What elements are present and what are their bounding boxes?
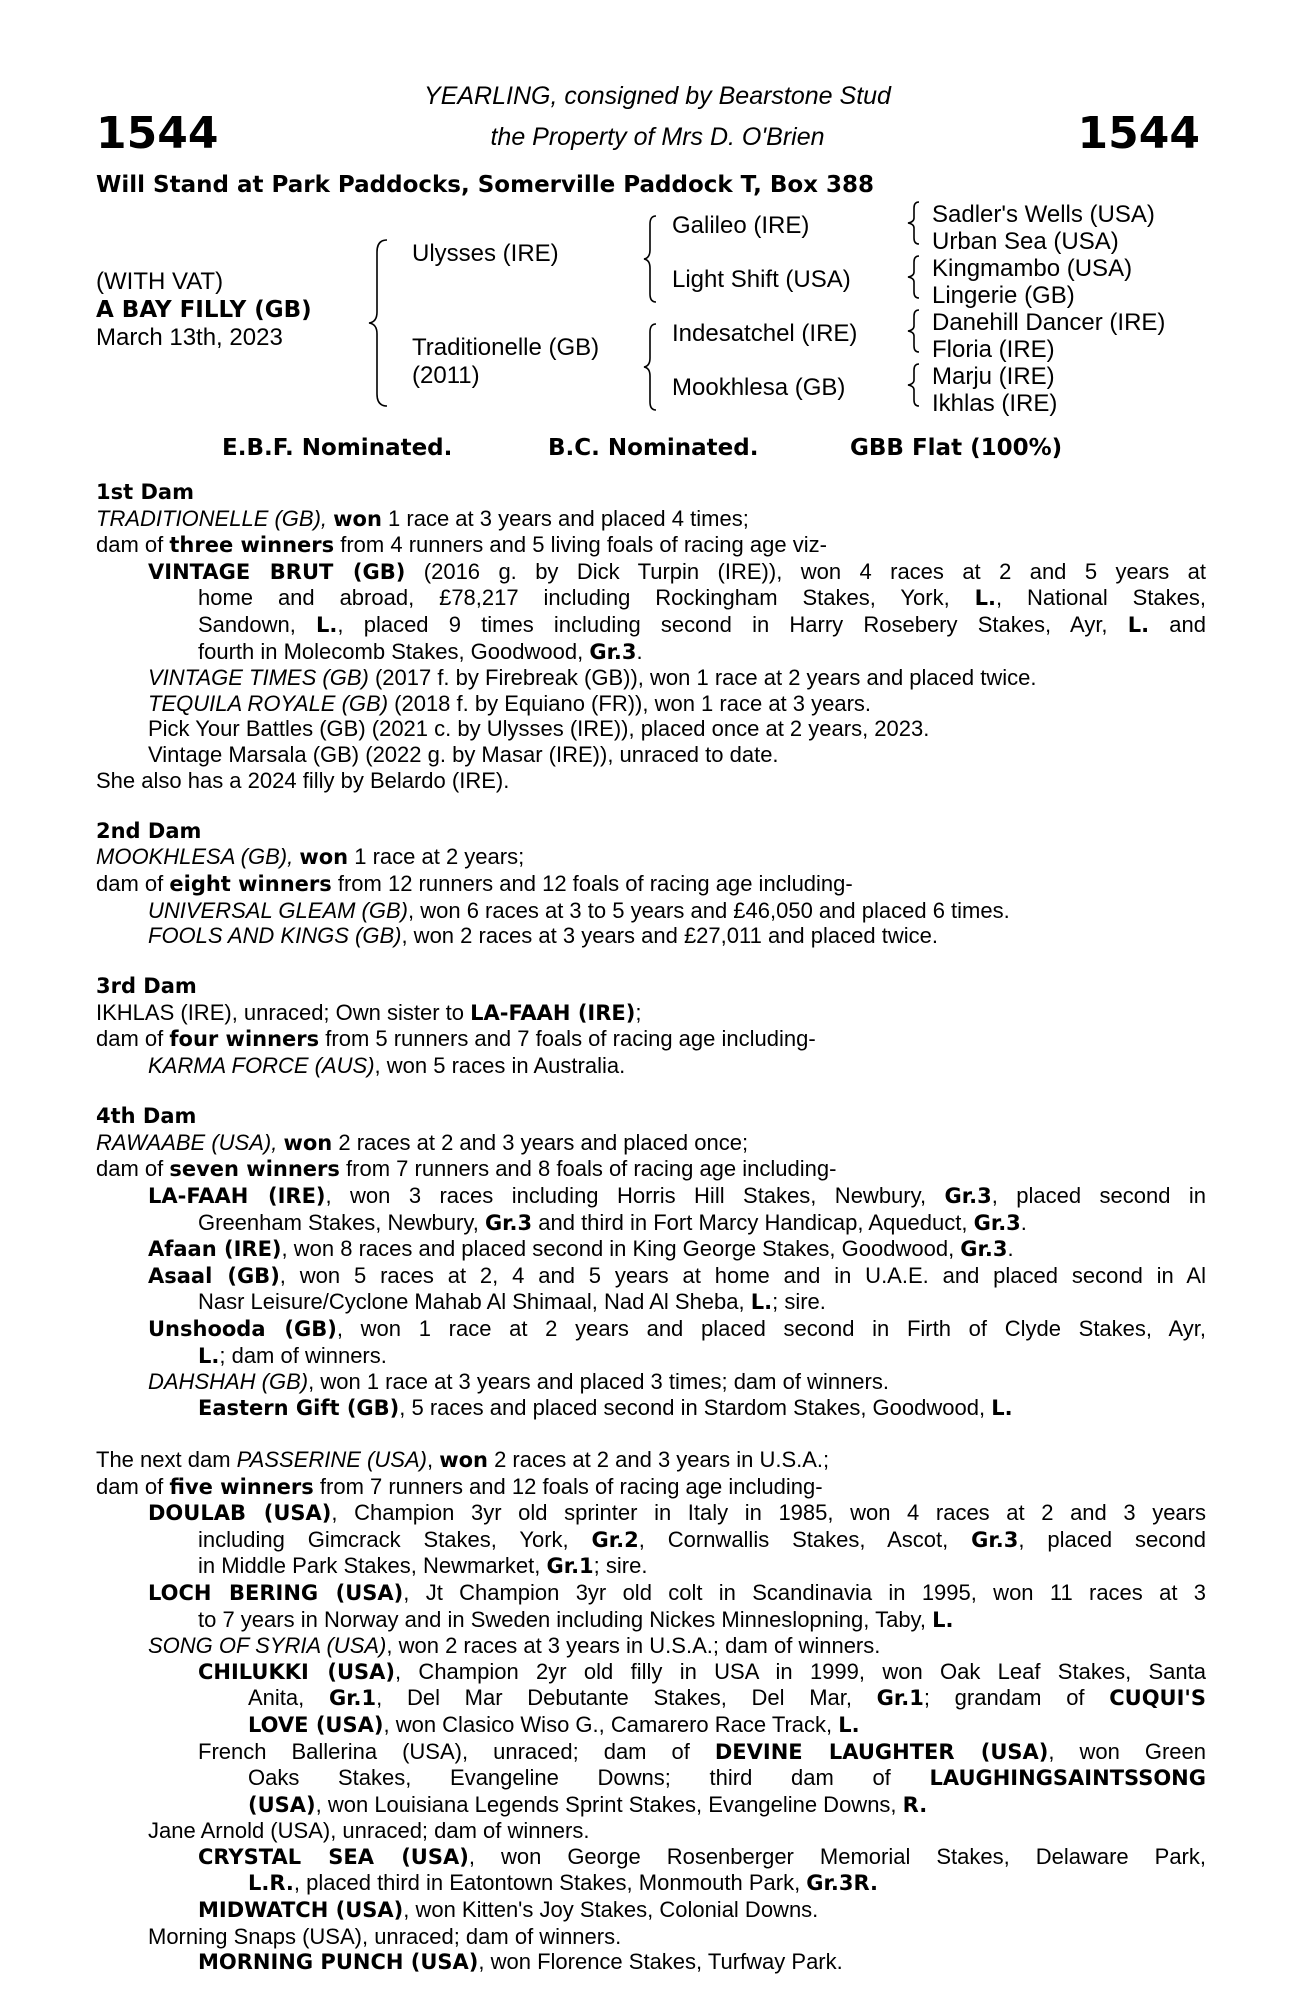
- record-line: French Ballerina (USA), unraced; dam of DEVINE LAUGHTER (USA), won Green: [198, 1738, 1207, 1764]
- section-heading: 2nd Dam: [96, 818, 202, 843]
- sire: Ulysses (IRE): [412, 240, 559, 267]
- record-line: MIDWATCH (USA), won Kitten's Joy Stakes, Colonial Downs.: [198, 1897, 819, 1923]
- sire-sire: Galileo (IRE): [672, 212, 810, 239]
- ebf-nomination: E.B.F. Nominated.: [222, 435, 453, 461]
- gen3-2: Urban Sea (USA): [932, 228, 1119, 255]
- record-line: FOOLS AND KINGS (GB), won 2 races at 3 years and £27,011 and placed twice.: [148, 923, 938, 949]
- record-line: Morning Snaps (USA), unraced; dam of winners.: [148, 1923, 622, 1949]
- gbb-flat: GBB Flat (100%): [850, 435, 1063, 461]
- record-line: dam of five winners from 7 runners and 12 foals of racing age including-: [96, 1473, 823, 1499]
- section-heading: 1st Dam: [96, 480, 194, 504]
- gen3-1: Sadler's Wells (USA): [932, 201, 1155, 228]
- next-dam-section: [96, 1447, 1206, 1976]
- record-line: TRADITIONELLE (GB), won 1 race at 3 years and placed 4 times;: [96, 505, 749, 531]
- record-line: L.; dam of winners.: [198, 1342, 387, 1368]
- dam: Traditionelle (GB): [412, 334, 600, 361]
- section-heading: 4th Dam: [96, 1104, 197, 1129]
- record-line: dam of seven winners from 7 runners and 8 foals of racing age including-: [96, 1156, 837, 1182]
- gen3-6: Floria (IRE): [932, 336, 1055, 363]
- record-line: home and abroad, £78,217 including Rockingham Stakes, York, L., National Stakes,: [198, 585, 1206, 611]
- record-line: She also has a 2024 filly by Belardo (IRE).: [96, 767, 510, 793]
- record-line: LOCH BERING (USA), Jt Champion 3yr old colt in Scandinavia in 1995, won 11 races at 3: [148, 1579, 1206, 1605]
- dam-sire: Indesatchel (IRE): [672, 320, 858, 347]
- pedigree-brace-g3a: [903, 200, 923, 246]
- record-line: VINTAGE TIMES (GB) (2017 f. by Firebreak (GB)), won 1 race at 2 years and placed twice.: [148, 665, 1037, 691]
- record-line: IKHLAS (IRE), unraced; Own sister to LA-FAAH (IRE);: [96, 999, 642, 1025]
- record-line: UNIVERSAL GLEAM (GB), won 6 races at 3 to 5 years and £46,050 and placed 6 times.: [148, 897, 1010, 923]
- record-line: VINTAGE BRUT (GB) (2016 g. by Dick Turpin (IRE)), won 4 races at 2 and 5 years at: [148, 558, 1206, 584]
- horse-name: A BAY FILLY (GB): [96, 297, 312, 323]
- record-line: Eastern Gift (GB), 5 races and placed second in Stardom Stakes, Goodwood, L.: [198, 1394, 1013, 1420]
- record-line: The next dam PASSERINE (USA), won 2 races at 2 and 3 years in U.S.A.;: [96, 1446, 830, 1472]
- record-line: Asaal (GB), won 5 races at 2, 4 and 5 years at home and in U.A.E. and placed second in Al: [148, 1262, 1206, 1288]
- record-line: Pick Your Battles (GB) (2021 c. by Ulysses (IRE)), placed once at 2 years, 2023.: [148, 716, 930, 742]
- record-line: CRYSTAL SEA (USA), won George Rosenberger Memorial Stakes, Delaware Park,: [198, 1843, 1206, 1869]
- record-line: LA-FAAH (IRE), won 3 races including Horris Hill Stakes, Newbury, Gr.3, placed second in: [148, 1183, 1207, 1209]
- record-line: Unshooda (GB), won 1 race at 2 years and placed second in Firth of Clyde Stakes, Ayr,: [148, 1316, 1206, 1341]
- record-line: fourth in Molecomb Stakes, Goodwood, Gr.3.: [198, 638, 643, 664]
- lot-number-right: 1544: [1077, 108, 1200, 159]
- record-line: (USA), won Louisiana Legends Sprint Stakes, Evangeline Downs, R.: [248, 1791, 928, 1817]
- record-line: Anita, Gr.1, Del Mar Debutante Stakes, Del Mar, Gr.1; grandam of CUQUI'S: [248, 1685, 1206, 1711]
- fourth-dam-section: [96, 1104, 1206, 1421]
- record-line: RAWAABE (USA), won 2 races at 2 and 3 years and placed once;: [96, 1129, 749, 1155]
- first-dam-section: [96, 480, 1206, 793]
- pedigree-brace-dam: [640, 322, 660, 412]
- record-line: L.R., placed third in Eatontown Stakes, Monmouth Park, Gr.3R.: [248, 1870, 879, 1896]
- gen3-8: Ikhlas (IRE): [932, 390, 1058, 417]
- record-line: in Middle Park Stakes, Newmarket, Gr.1; sire.: [198, 1553, 648, 1579]
- record-line: TEQUILA ROYALE (GB) (2018 f. by Equiano (FR)), won 1 race at 3 years.: [148, 690, 872, 716]
- record-line: Sandown, L., placed 9 times including second in Harry Rosebery Stakes, Ayr, L. and: [198, 611, 1206, 637]
- produce-record: [96, 480, 1206, 2001]
- record-line: to 7 years in Norway and in Sweden including Nickes Minneslopning, Taby, L.: [198, 1606, 954, 1632]
- record-line: CHILUKKI (USA), Champion 2yr old filly in USA in 1999, won Oak Leaf Stakes, Santa: [198, 1658, 1206, 1684]
- record-line: Afaan (IRE), won 8 races and placed second in King George Stakes, Goodwood, Gr.3.: [148, 1236, 1014, 1262]
- pedigree-brace-sire: [640, 214, 660, 304]
- third-dam-section: [96, 974, 1206, 1078]
- record-line: DAHSHAH (GB), won 1 race at 3 years and placed 3 times; dam of winners.: [148, 1369, 889, 1395]
- dam-dam: Mookhlesa (GB): [672, 374, 846, 401]
- horse-dob: March 13th, 2023: [96, 324, 283, 351]
- vat-note: (WITH VAT): [96, 268, 224, 295]
- record-line: MOOKHLESA (GB), won 1 race at 2 years;: [96, 844, 525, 870]
- pedigree-brace-g3b: [903, 254, 923, 300]
- record-line: Vintage Marsala (GB) (2022 g. by Masar (IRE)), unraced to date.: [148, 741, 779, 767]
- gen3-7: Marju (IRE): [932, 363, 1055, 390]
- record-line: SONG OF SYRIA (USA), won 2 races at 3 years in U.S.A.; dam of winners.: [148, 1633, 881, 1659]
- section-heading: 3rd Dam: [96, 974, 197, 999]
- record-line: dam of four winners from 5 runners and 7 foals of racing age including-: [96, 1026, 816, 1052]
- record-line: DOULAB (USA), Champion 3yr old sprinter in Italy in 1985, won 4 races at 2 and 3 years: [148, 1500, 1206, 1526]
- gen3-5: Danehill Dancer (IRE): [932, 309, 1166, 336]
- record-line: LOVE (USA), won Clasico Wiso G., Camarero Race Track, L.: [248, 1711, 860, 1737]
- nominations: [0, 432, 1315, 464]
- sire-dam: Light Shift (USA): [672, 266, 851, 293]
- record-line: dam of eight winners from 12 runners and 12 foals of racing age including-: [96, 870, 853, 896]
- pedigree-brace-main: [365, 238, 395, 408]
- consignment-line: YEARLING, consigned by Bearstone Stud: [424, 82, 891, 110]
- gen3-3: Kingmambo (USA): [932, 255, 1133, 282]
- pedigree-brace-g3c: [903, 308, 923, 354]
- gen3-4: Lingerie (GB): [932, 282, 1075, 309]
- pedigree-brace-g3d: [903, 362, 923, 408]
- property-line: the Property of Mrs D. O'Brien: [490, 123, 825, 151]
- record-line: including Gimcrack Stakes, York, Gr.2, Cornwallis Stakes, Ascot, Gr.3, placed second: [198, 1526, 1206, 1552]
- dam-year: (2011): [412, 362, 480, 389]
- record-line: KARMA FORCE (AUS), won 5 races in Australia.: [148, 1053, 626, 1079]
- bc-nomination: B.C. Nominated.: [548, 435, 759, 461]
- record-line: dam of three winners from 4 runners and 5 living foals of racing age viz-: [96, 532, 827, 558]
- record-line: Greenham Stakes, Newbury, Gr.3 and third in Fort Marcy Handicap, Aqueduct, Gr.3.: [198, 1209, 1027, 1235]
- second-dam-section: [96, 819, 1206, 949]
- record-line: Nasr Leisure/Cyclone Mahab Al Shimaal, Nad Al Sheba, L.; sire.: [198, 1289, 826, 1315]
- lot-number-left: 1544: [96, 108, 219, 159]
- stand-location: Will Stand at Park Paddocks, Somerville Paddock T, Box 388: [96, 172, 875, 198]
- record-line: Jane Arnold (USA), unraced; dam of winners.: [148, 1818, 590, 1844]
- record-line: MORNING PUNCH (USA), won Florence Stakes, Turfway Park.: [198, 1949, 843, 1975]
- record-line: Oaks Stakes, Evangeline Downs; third dam of LAUGHINGSAINTSSONG: [248, 1765, 1206, 1791]
